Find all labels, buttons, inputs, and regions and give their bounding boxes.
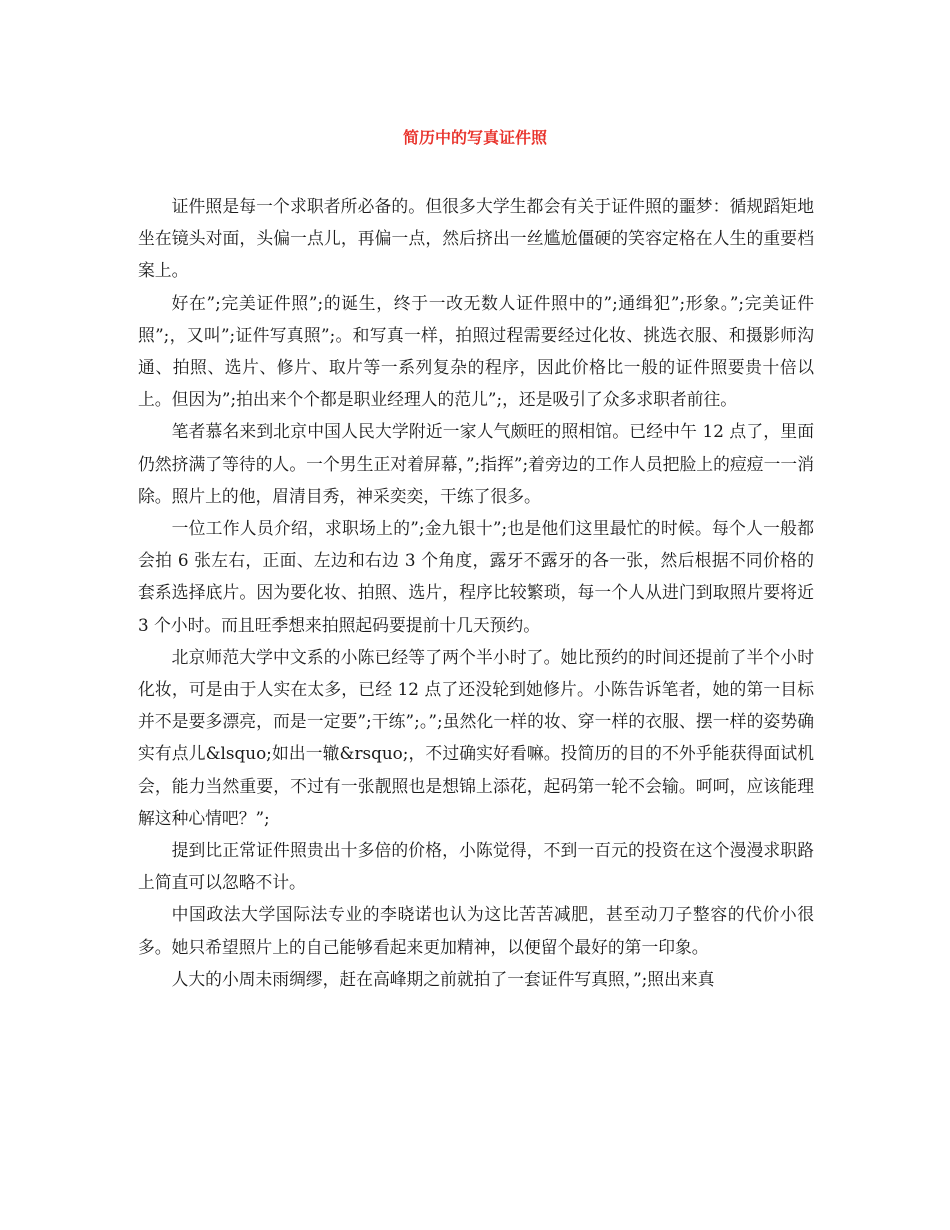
document-title: 简历中的写真证件照	[402, 128, 547, 147]
paragraph-7: 中国政法大学国际法专业的李晓诺也认为这比苦苦减肥，甚至动刀子整容的代价小很多。她只希望照片上的自己能够看起来更加精神，以便留个最好的第一印象。	[138, 904, 814, 957]
paragraph-5: 北京师范大学中文系的小陈已经等了两个半小时了。她比预约的时间还提前了半个小时化妆，可是由于人实在太多，已经 12 点了还没轮到她修片。小陈告诉笔者，她的第一目标并不是要多漂亮，而是一定要”;干练”;。”;虽然化一样的妆、穿一样的衣服、摆一样的姿势确实有点儿&lsquo;如出一辙&rsquo;，不过确实好看嘛。投简历的目的不外乎能获得面试机会，能力当然重要，不过有一张靓照也是想锦上添花，起码第一轮不会输。呵呵，应该能理解这种心情吧？”;	[138, 646, 814, 828]
paragraph-4: 一位工作人员介绍，求职场上的”;金九银十”;也是他们这里最忙的时候。每个人一般都会拍 6 张左右，正面、左边和右边 3 个角度，露牙不露牙的各一张，然后根据不同价格的套系选择底片。因为要化妆、拍照、选片，程序比较繁琐，每一个人从进门到取照片要将近 3 个小时。而且旺季想来拍照起码要提前十几天预约。	[138, 518, 814, 635]
paragraph-3: 笔者慕名来到北京中国人民大学附近一家人气颇旺的照相馆。已经中午 12 点了，里面仍然挤满了等待的人。一个男生正对着屏幕，”;指挥”;着旁边的工作人员把脸上的痘痘一一消除。照片上的他，眉清目秀，神采奕奕，干练了很多。	[138, 421, 814, 506]
paragraph-8: 人大的小周未雨绸缪，赶在高峰期之前就拍了一套证件写真照，”;照出来真	[171, 968, 715, 989]
paragraph-6: 提到比正常证件照贵出十多倍的价格，小陈觉得，不到一百元的投资在这个漫漫求职路上简直可以忽略不计。	[138, 840, 814, 893]
paragraph-2: 好在”;完美证件照”;的诞生，终于一改无数人证件照中的”;通缉犯”;形象。”;完美证件照”;，又叫”;证件写真照”;。和写真一样，拍照过程需要经过化妆、挑选衣服、和摄影师沟通、拍照、选片、修片、取片等一系列复杂的程序，因此价格比一般的证件照要贵十倍以上。但因为”;拍出来个个都是职业经理人的范儿”;，还是吸引了众多求职者前往。	[138, 292, 814, 410]
paragraph-1: 证件照是每一个求职者所必备的。但很多大学生都会有关于证件照的噩梦：循规蹈矩地坐在镜头对面，头偏一点儿，再偏一点，然后挤出一丝尴尬僵硬的笑容定格在人生的重要档案上。	[138, 196, 814, 281]
document-body	[138, 190, 814, 995]
